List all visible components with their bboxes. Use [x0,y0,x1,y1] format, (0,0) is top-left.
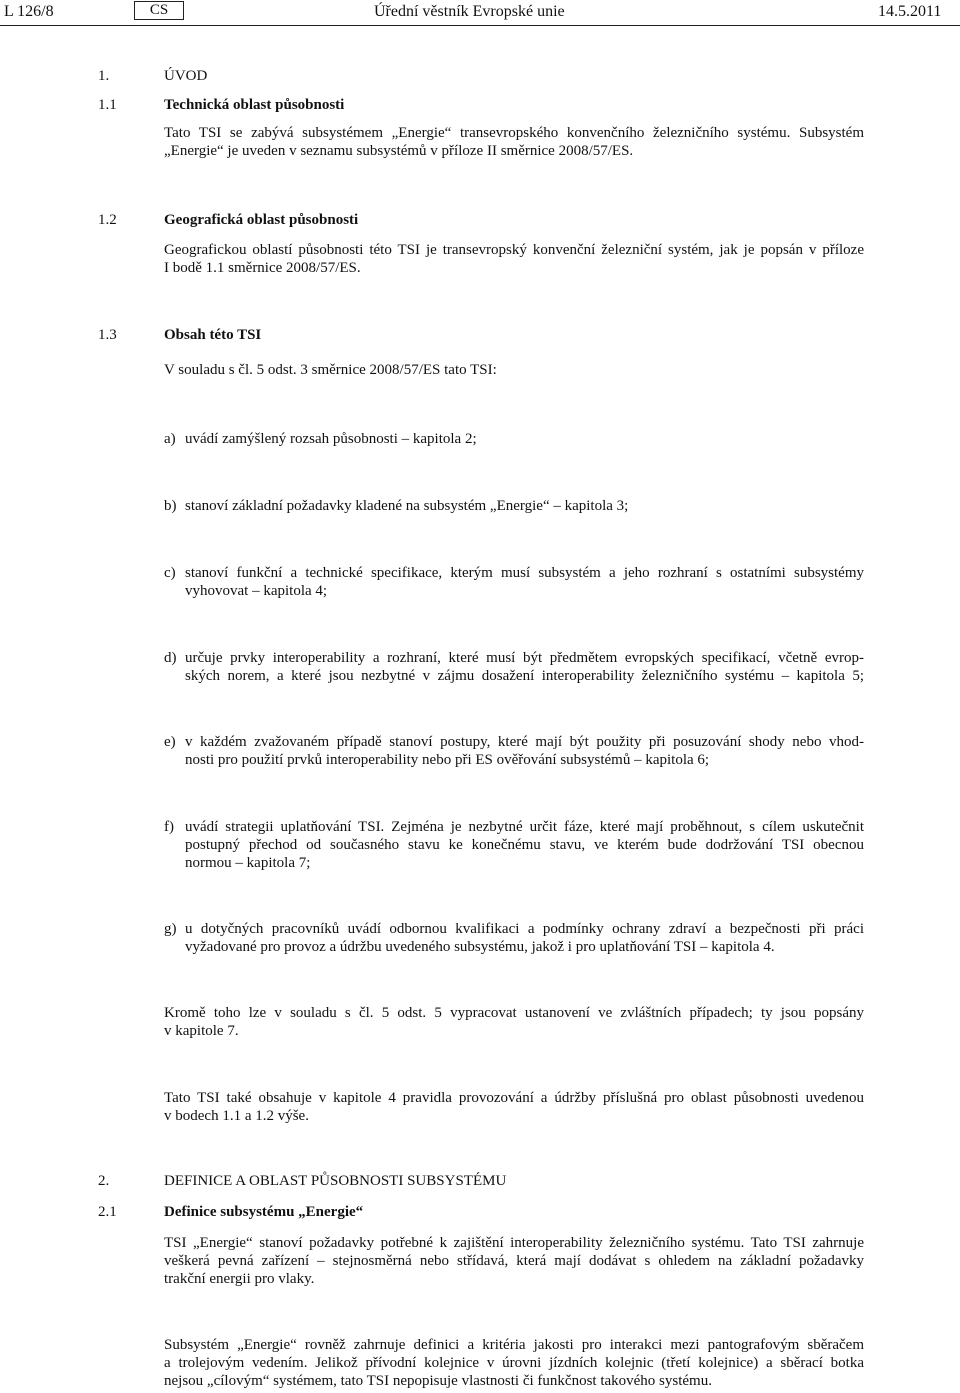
list-item-line: uvádí strategii uplatňování TSI. Zejména je nezbytné určit fáze, které mají proběhnout, s cílem uskutečnit [185,819,864,835]
paragraph-line: trakční energii pro vlaky. [164,1271,315,1287]
language-code-box: CS [134,1,184,20]
list-marker: c) [164,565,176,581]
paragraph [164,124,864,160]
list-item-line: vyhovovat – kapitola 4; [185,583,328,599]
list-item-line: normou – kapitola 7; [185,855,311,871]
section-number: 2. [98,1173,110,1189]
list-item-line: v každém zvažovaném případě stanoví postupy, které mají být použity při posuzování shody nebo vhod- [185,734,864,750]
list-marker: g) [164,921,177,937]
paragraph-line: Tato TSI také obsahuje v kapitole 4 pravidla provozování a údržby příslušná pro oblast působnosti uvedenou [164,1090,864,1106]
list-item-line: nosti pro použití prvků interoperability nebo při ES ověřování subsystémů – kapitola 6; [185,752,710,768]
header-rule [0,25,960,26]
paragraph-line: I bodě 1.1 směrnice 2008/57/ES. [164,260,361,276]
paragraph [164,1004,864,1040]
subsection-number: 2.1 [98,1204,117,1220]
intro-text: V souladu s čl. 5 odst. 3 směrnice 2008/57/ES tato TSI: [164,362,497,378]
paragraph [164,1089,864,1125]
section-number: 1. [98,68,110,84]
list-marker: b) [164,498,177,514]
section-title: DEFINICE A OBLAST PŮSOBNOSTI SUBSYSTÉMU [164,1173,507,1189]
paragraph [164,1336,864,1390]
list-item-line: určuje prvky interoperability a rozhraní, které musí být předmětem evropských specifikací, včetně evrop- [185,650,864,666]
paragraph-line: Kromě toho lze v souladu s čl. 5 odst. 5 vypracovat ustanovení ve zvláštních případech; ty jsou popsány [164,1005,864,1021]
paragraph-line: Subsystém „Energie“ rovněž zahrnuje definici a kritéria jakosti pro interakci mezi pantografovým sběračem [164,1337,864,1353]
paragraph-line: Tato TSI se zabývá subsystémem „Energie“ transevropského konvenčního železničního systému. Subsystém [164,125,864,141]
list-item-line: stanoví základní požadavky kladené na subsystém „Energie“ – kapitola 3; [185,498,629,514]
journal-title: Úřední věstník Evropské unie [374,3,565,20]
paragraph-line: „Energie“ je uveden v seznamu subsystémů v příloze II směrnice 2008/57/ES. [164,143,634,159]
paragraph-line: nejsou „cílovým“ systémem, tato TSI nepopisuje vlastnosti či funkčnost takového systému. [164,1373,712,1389]
section-title: ÚVOD [164,68,208,84]
paragraph [164,1234,864,1288]
paragraph-line: veškerá pevná zařízení – stejnosměrná nebo střídavá, která mají dodávat s ohledem na základní požadavky [164,1253,864,1269]
list-item-line: uvádí zamýšlený rozsah působnosti – kapitola 2; [185,431,477,447]
subsection-title: Geografická oblast působnosti [164,212,359,228]
subsection-title: Technická oblast působnosti [164,97,345,113]
paragraph-line: a trolejovým vedením. Jelikož přívodní kolejnice v úrovni jízdních kolejnic (třetí kolejnice) a sběrací botka [164,1355,864,1371]
list-item-line: postupný přechod od současného stavu ke konečnému stavu, ve kterém bude dodržování TSI obecnou [185,837,864,853]
paragraph-line: v bodech 1.1 a 1.2 výše. [164,1108,309,1124]
paragraph-line: Geografickou oblastí působnosti této TSI je transevropský konvenční železniční systém, jak je popsán v příloze [164,242,864,258]
publication-date: 14.5.2011 [878,3,942,20]
page-reference: L 126/8 [4,3,54,20]
list-marker: f) [164,819,174,835]
subsection-number: 1.2 [98,212,117,228]
subsection-number: 1.1 [98,97,117,113]
subsection-number: 1.3 [98,327,117,343]
list-item-line: vyžadované pro provoz a údržbu uvedeného subsystému, jakož i pro uplatňování TSI – kapitola 4. [185,939,775,955]
paragraph [164,241,864,277]
paragraph-line: v kapitole 7. [164,1023,239,1039]
list-marker: a) [164,431,176,447]
paragraph-line: TSI „Energie“ stanoví požadavky potřebné k zajištění interoperability železničního systému. Tato TSI zahrnuje [164,1235,864,1251]
subsection-title: Obsah této TSI [164,327,262,343]
list-item-line: stanoví funkční a technické specifikace, kterým musí subsystém a jeho rozhraní s ostatními subsystémy [185,565,864,581]
list-item-line: ských norem, a které jsou nezbytné v zájmu dosažení interoperability železničního systému – kapitola 5; [185,668,864,684]
list-marker: d) [164,650,177,666]
list-item-line: u dotyčných pracovníků uvádí odbornou kvalifikaci a podmínky ochrany zdraví a bezpečnosti při práci [185,921,864,937]
list-marker: e) [164,734,176,750]
subsection-title: Definice subsystému „Energie“ [164,1204,364,1220]
